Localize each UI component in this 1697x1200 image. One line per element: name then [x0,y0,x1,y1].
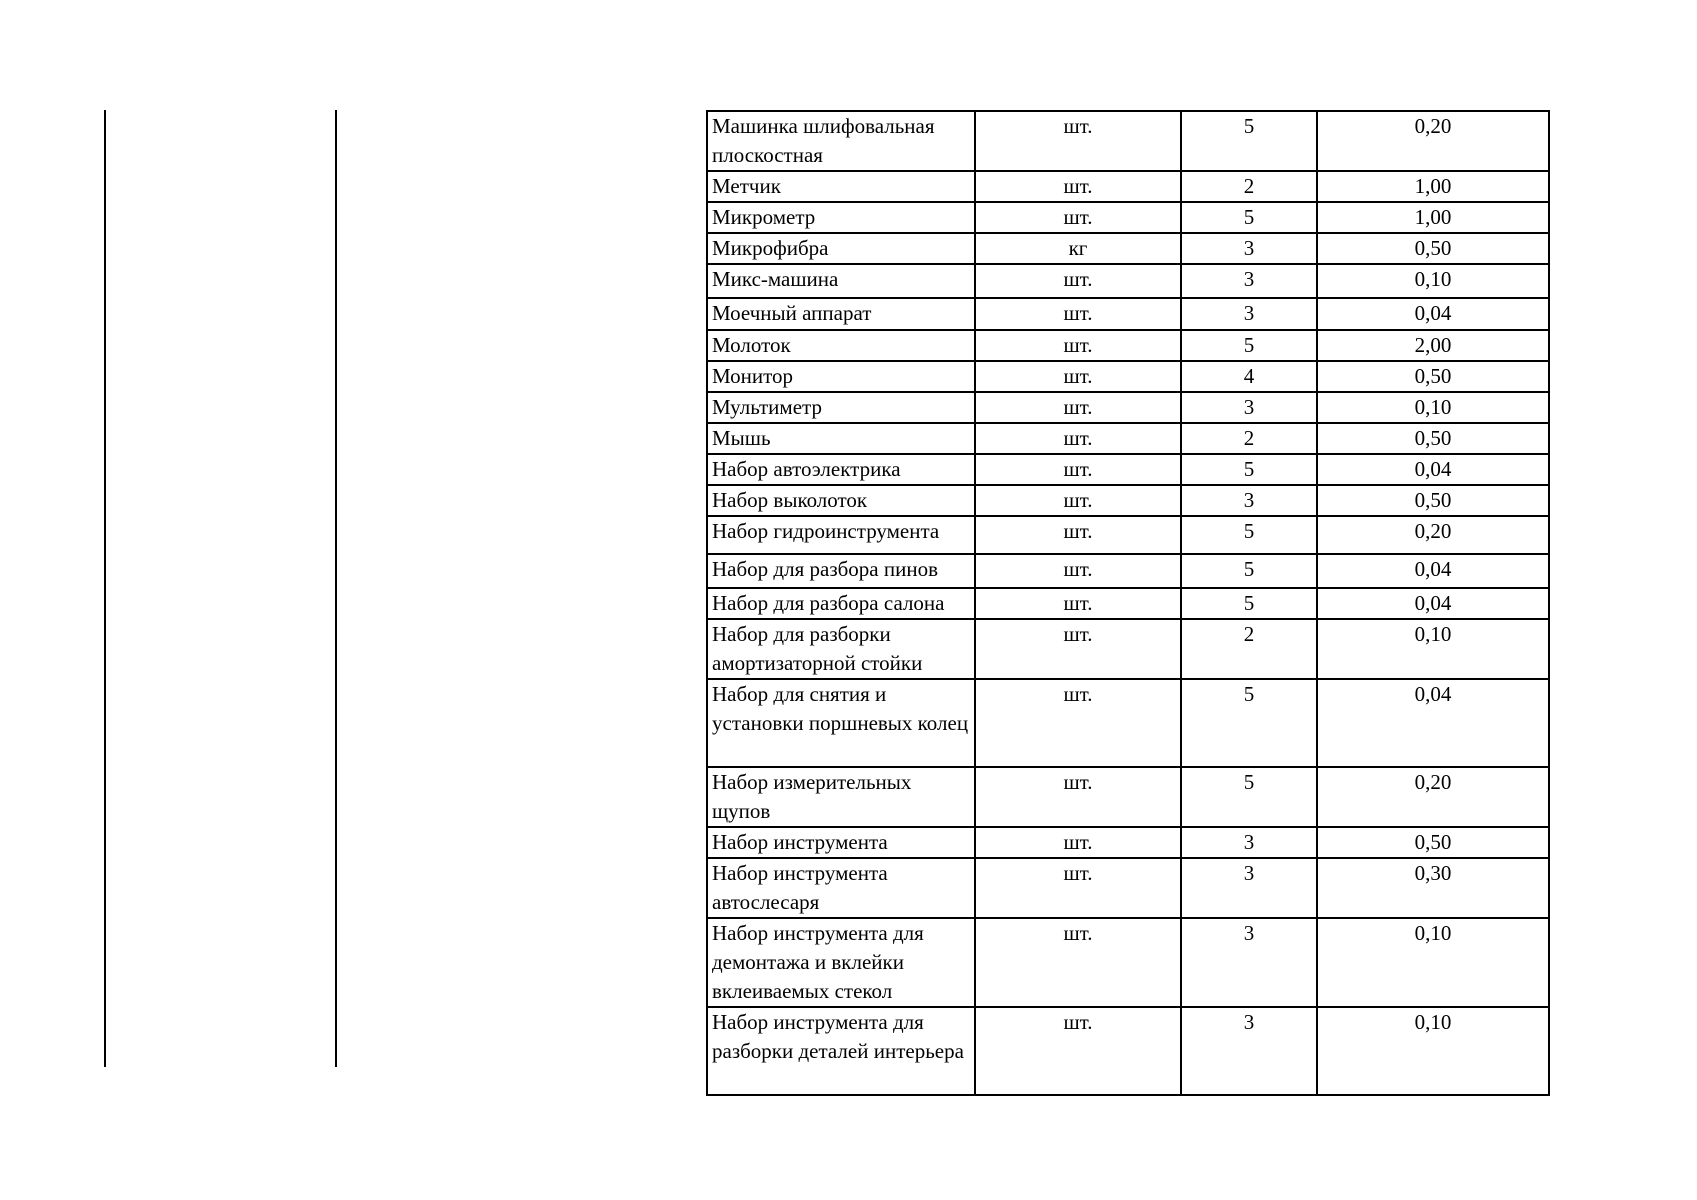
cell-value: 0,20 [1317,111,1549,171]
table-row [707,588,1549,619]
cell-quantity: 5 [1181,330,1317,361]
cell-name: Моечный аппарат [707,298,975,330]
cell-name: Машинка шлифовальная плоскостная [707,111,975,171]
cell-quantity: 3 [1181,485,1317,516]
cell-quantity: 5 [1181,516,1317,554]
equipment-table-body [707,111,1549,1095]
cell-name: Набор измерительных щупов [707,767,975,827]
table-row [707,264,1549,298]
table-row [707,554,1549,588]
table-row [707,361,1549,392]
cell-unit: шт. [975,1007,1181,1095]
cell-quantity: 3 [1181,264,1317,298]
cell-quantity: 2 [1181,171,1317,202]
table-row [707,827,1549,858]
cell-quantity: 5 [1181,454,1317,485]
cell-value: 0,10 [1317,264,1549,298]
table-row [707,423,1549,454]
cell-name: Набор инструмента для демонтажа и вклейки вклеиваемых стекол [707,918,975,1007]
cell-unit: шт. [975,361,1181,392]
table-row [707,454,1549,485]
cell-name: Набор для разбора салона [707,588,975,619]
table-row [707,858,1549,918]
cell-name: Набор выколоток [707,485,975,516]
cell-value: 0,04 [1317,298,1549,330]
cell-value: 0,50 [1317,827,1549,858]
cell-name: Набор инструмента [707,827,975,858]
cell-quantity: 3 [1181,827,1317,858]
cell-name: Микрометр [707,202,975,233]
cell-value: 0,50 [1317,361,1549,392]
cell-unit: шт. [975,679,1181,767]
cell-unit: шт. [975,423,1181,454]
cell-value: 0,04 [1317,588,1549,619]
cell-value: 0,04 [1317,454,1549,485]
cell-unit: шт. [975,111,1181,171]
cell-name: Мультиметр [707,392,975,423]
cell-quantity: 5 [1181,679,1317,767]
cell-quantity: 5 [1181,111,1317,171]
cell-quantity: 3 [1181,918,1317,1007]
cell-name: Мышь [707,423,975,454]
cell-unit: шт. [975,858,1181,918]
cell-name: Микс-машина [707,264,975,298]
cell-value: 0,50 [1317,485,1549,516]
cell-name: Набор для разбора пинов [707,554,975,588]
table-row [707,392,1549,423]
cell-unit: шт. [975,767,1181,827]
cell-unit: шт. [975,454,1181,485]
cell-name: Набор гидроинструмента [707,516,975,554]
cell-unit: шт. [975,392,1181,423]
middle-column-rule [335,110,337,1067]
table-row [707,171,1549,202]
cell-name: Набор для разборки амортизаторной стойки [707,619,975,679]
cell-value: 0,10 [1317,619,1549,679]
cell-unit: шт. [975,264,1181,298]
cell-quantity: 3 [1181,298,1317,330]
cell-unit: шт. [975,516,1181,554]
cell-name: Монитор [707,361,975,392]
cell-value: 0,10 [1317,392,1549,423]
table-row [707,111,1549,171]
table-row [707,679,1549,767]
cell-name: Набор инструмента автослесаря [707,858,975,918]
cell-value: 0,20 [1317,767,1549,827]
table-row [707,330,1549,361]
cell-name: Микрофибра [707,233,975,264]
cell-quantity: 4 [1181,361,1317,392]
cell-value: 0,10 [1317,918,1549,1007]
equipment-table [706,110,1550,1096]
table-row [707,516,1549,554]
cell-quantity: 3 [1181,233,1317,264]
cell-name: Набор для снятия и установки поршневых колец [707,679,975,767]
table-row [707,1007,1549,1095]
left-margin-rule [104,110,106,1067]
cell-name: Набор автоэлектрика [707,454,975,485]
cell-name: Метчик [707,171,975,202]
cell-value: 0,10 [1317,1007,1549,1095]
cell-unit: кг [975,233,1181,264]
cell-value: 0,04 [1317,679,1549,767]
cell-unit: шт. [975,619,1181,679]
table-row [707,485,1549,516]
cell-quantity: 5 [1181,767,1317,827]
table-row [707,619,1549,679]
cell-value: 0,30 [1317,858,1549,918]
cell-unit: шт. [975,588,1181,619]
cell-name: Молоток [707,330,975,361]
table-row [707,767,1549,827]
cell-value: 0,04 [1317,554,1549,588]
cell-value: 1,00 [1317,202,1549,233]
cell-name: Набор инструмента для разборки деталей интерьера [707,1007,975,1095]
cell-unit: шт. [975,171,1181,202]
cell-unit: шт. [975,202,1181,233]
cell-unit: шт. [975,485,1181,516]
cell-quantity: 5 [1181,202,1317,233]
cell-unit: шт. [975,330,1181,361]
cell-value: 0,50 [1317,423,1549,454]
cell-quantity: 5 [1181,588,1317,619]
table-row [707,202,1549,233]
cell-quantity: 5 [1181,554,1317,588]
cell-unit: шт. [975,827,1181,858]
table-row [707,233,1549,264]
cell-unit: шт. [975,918,1181,1007]
cell-value: 0,20 [1317,516,1549,554]
cell-value: 0,50 [1317,233,1549,264]
cell-unit: шт. [975,298,1181,330]
cell-quantity: 2 [1181,619,1317,679]
table-row [707,918,1549,1007]
table-row [707,298,1549,330]
cell-quantity: 3 [1181,1007,1317,1095]
cell-value: 1,00 [1317,171,1549,202]
cell-quantity: 2 [1181,423,1317,454]
cell-unit: шт. [975,554,1181,588]
cell-quantity: 3 [1181,858,1317,918]
cell-quantity: 3 [1181,392,1317,423]
cell-value: 2,00 [1317,330,1549,361]
